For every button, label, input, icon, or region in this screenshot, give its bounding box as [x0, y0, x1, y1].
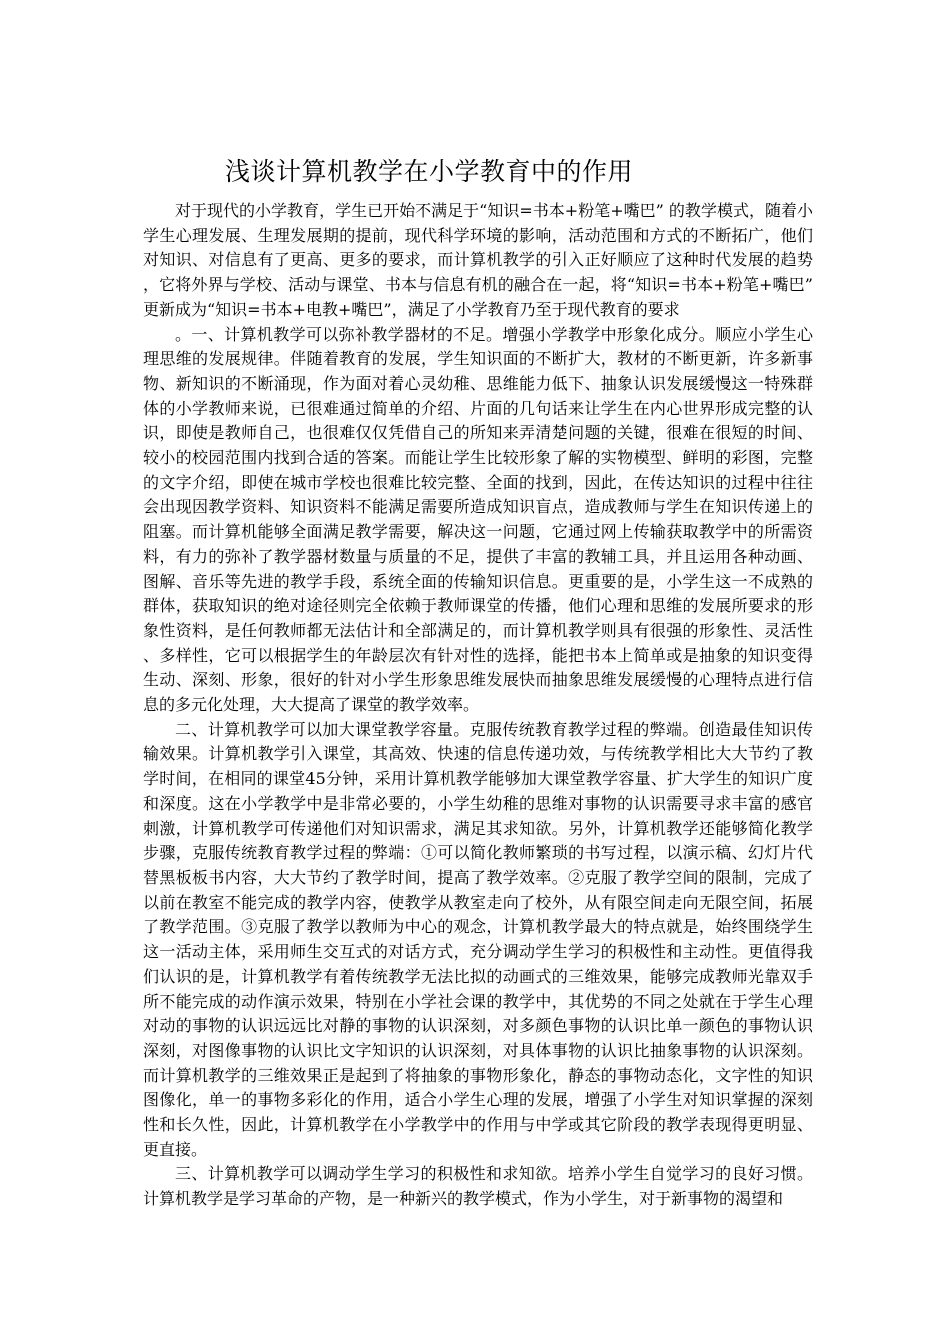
section-three-paragraph: 三、计算机教学可以调动学生学习的积极性和求知欲。培养小学生自觉学习的良好习惯。计算机教学是学习革命的产物，是一种新兴的教学模式，作为小学生，对于新事物的渴望和 [143, 1164, 813, 1209]
document-title: 浅谈计算机教学在小学教育中的作用 [225, 157, 634, 186]
document-body [143, 199, 813, 1212]
intro-paragraph: 对于现代的小学教育，学生已开始不满足于“知识=书本+粉笔+嘴巴” 的教学模式，随着小学生心理发展、生理发展期的提前，现代科学环境的影响，活动范围和方式的不断拓广，他们对知识、对信息有了更高、更多的要求，而计算机教学的引入正好顺应了这种时代发展的趋势，它将外界与学校、活动与课堂、书本与信息有机的融合在一起，将“知识=书本+粉笔+嘴巴”更新成为“知识=书本+电教+嘴巴”，满足了小学教育乃至于现代教育的要求 [143, 201, 813, 319]
section-two-paragraph: 二、计算机教学可以加大课堂教学容量。克服传统教育教学过程的弊端。创造最佳知识传输效果。计算机教学引入课堂，其高效、快速的信息传递功效，与传统教学相比大大节约了教学时间，在相同的课堂45分钟，采用计算机教学能够加大课堂教学容量、扩大学生的知识广度和深度。这在小学教学中是非常必要的，小学生幼稚的思维对事物的认识需要寻求丰富的感官刺激，计算机教学可传递他们对知识需求，满足其求知欲。另外，计算机教学还能够简化教学步骤，克服传统教育教学过程的弊端：①可以简化教师繁琐的书写过程，以演示稿、幻灯片代替黑板板书内容，大大节约了教学时间，提高了教学效率。②克服了教学空间的限制，完成了以前在教室不能完成的教学内容，使教学从教室走向了校外，从有限空间走向无限空间，拓展了教学范围。③克服了教学以教师为中心的观念，计算机教学最大的特点就是，始终围绕学生这一活动主体，采用师生交互式的对话方式，充分调动学生学习的积极性和主动性。更值得我们认识的是，计算机教学有着传统教学无法比拟的动画式的三维效果，能够完成教师光靠双手所不能完成的动作演示效果，特别在小学社会课的教学中，其优势的不同之处就在于学生心理对动的事物的认识远远比对静的事物的认识深刻，对多颜色事物的认识比单一颜色的事物认识深刻，对图像事物的认识比文字知识的认识深刻，对具体事物的认识比抽象事物的认识深刻。而计算机教学的三维效果正是起到了将抽象的事物形象化，静态的事物动态化，文字性的知识图像化，单一的事物多彩化的作用，适合小学生心理的发展，增强了小学生对知识掌握的深刻性和长久性，因此，计算机教学在小学教学中的作用与中学或其它阶段的教学表现得更明显、更直接。 [143, 719, 813, 1159]
section-one-paragraph: 。一、计算机教学可以弥补教学器材的不足。增强小学教学中形象化成分。顺应小学生心理思维的发展规律。伴随着教育的发展，学生知识面的不断扩大，教材的不断更新，许多新事物、新知识的不断涌现，作为面对着心灵幼稚、思维能力低下、抽象认识发展缓慢这一特殊群体的小学教师来说，已很难通过简单的介绍、片面的几句话来让学生在内心世界形成完整的认识，即使是教师自己，也很难仅仅凭借自己的所知来弄清楚问题的关键，很难在很短的时间、较小的校园范围内找到合适的答案。而能让学生比较形象了解的实物模型、鲜明的彩图，完整的文字介绍，即使在城市学校也很难比较完整、全面的找到，因此，在传达知识的过程中往往会出现因教学资料、知识资料不能满足需要所造成知识盲点，造成教师与学生在知识传递上的阻塞。而计算机能够全面满足教学需要，解决这一问题，它通过网上传输获取教学中的所需资料，有力的弥补了教学器材数量与质量的不足，提供了丰富的教辅工具，并且运用各种动画、图解、音乐等先进的教学手段，系统全面的传输知识信息。更重要的是，小学生这一不成熟的群体，获取知识的绝对途径则完全依赖于教师课堂的传播，他们心理和思维的发展所要求的形象性资料，是任何教师都无法估计和全部满足的，而计算机教学则具有很强的形象性、灵活性、多样性，它可以根据学生的年龄层次有针对性的选择，能把书本上简单或是抽象的知识变得生动、深刻、形象，很好的针对小学生形象思维发展快而抽象思维发展缓慢的心理特点进行信息的多元化处理，大大提高了课堂的教学效率。 [143, 324, 813, 715]
